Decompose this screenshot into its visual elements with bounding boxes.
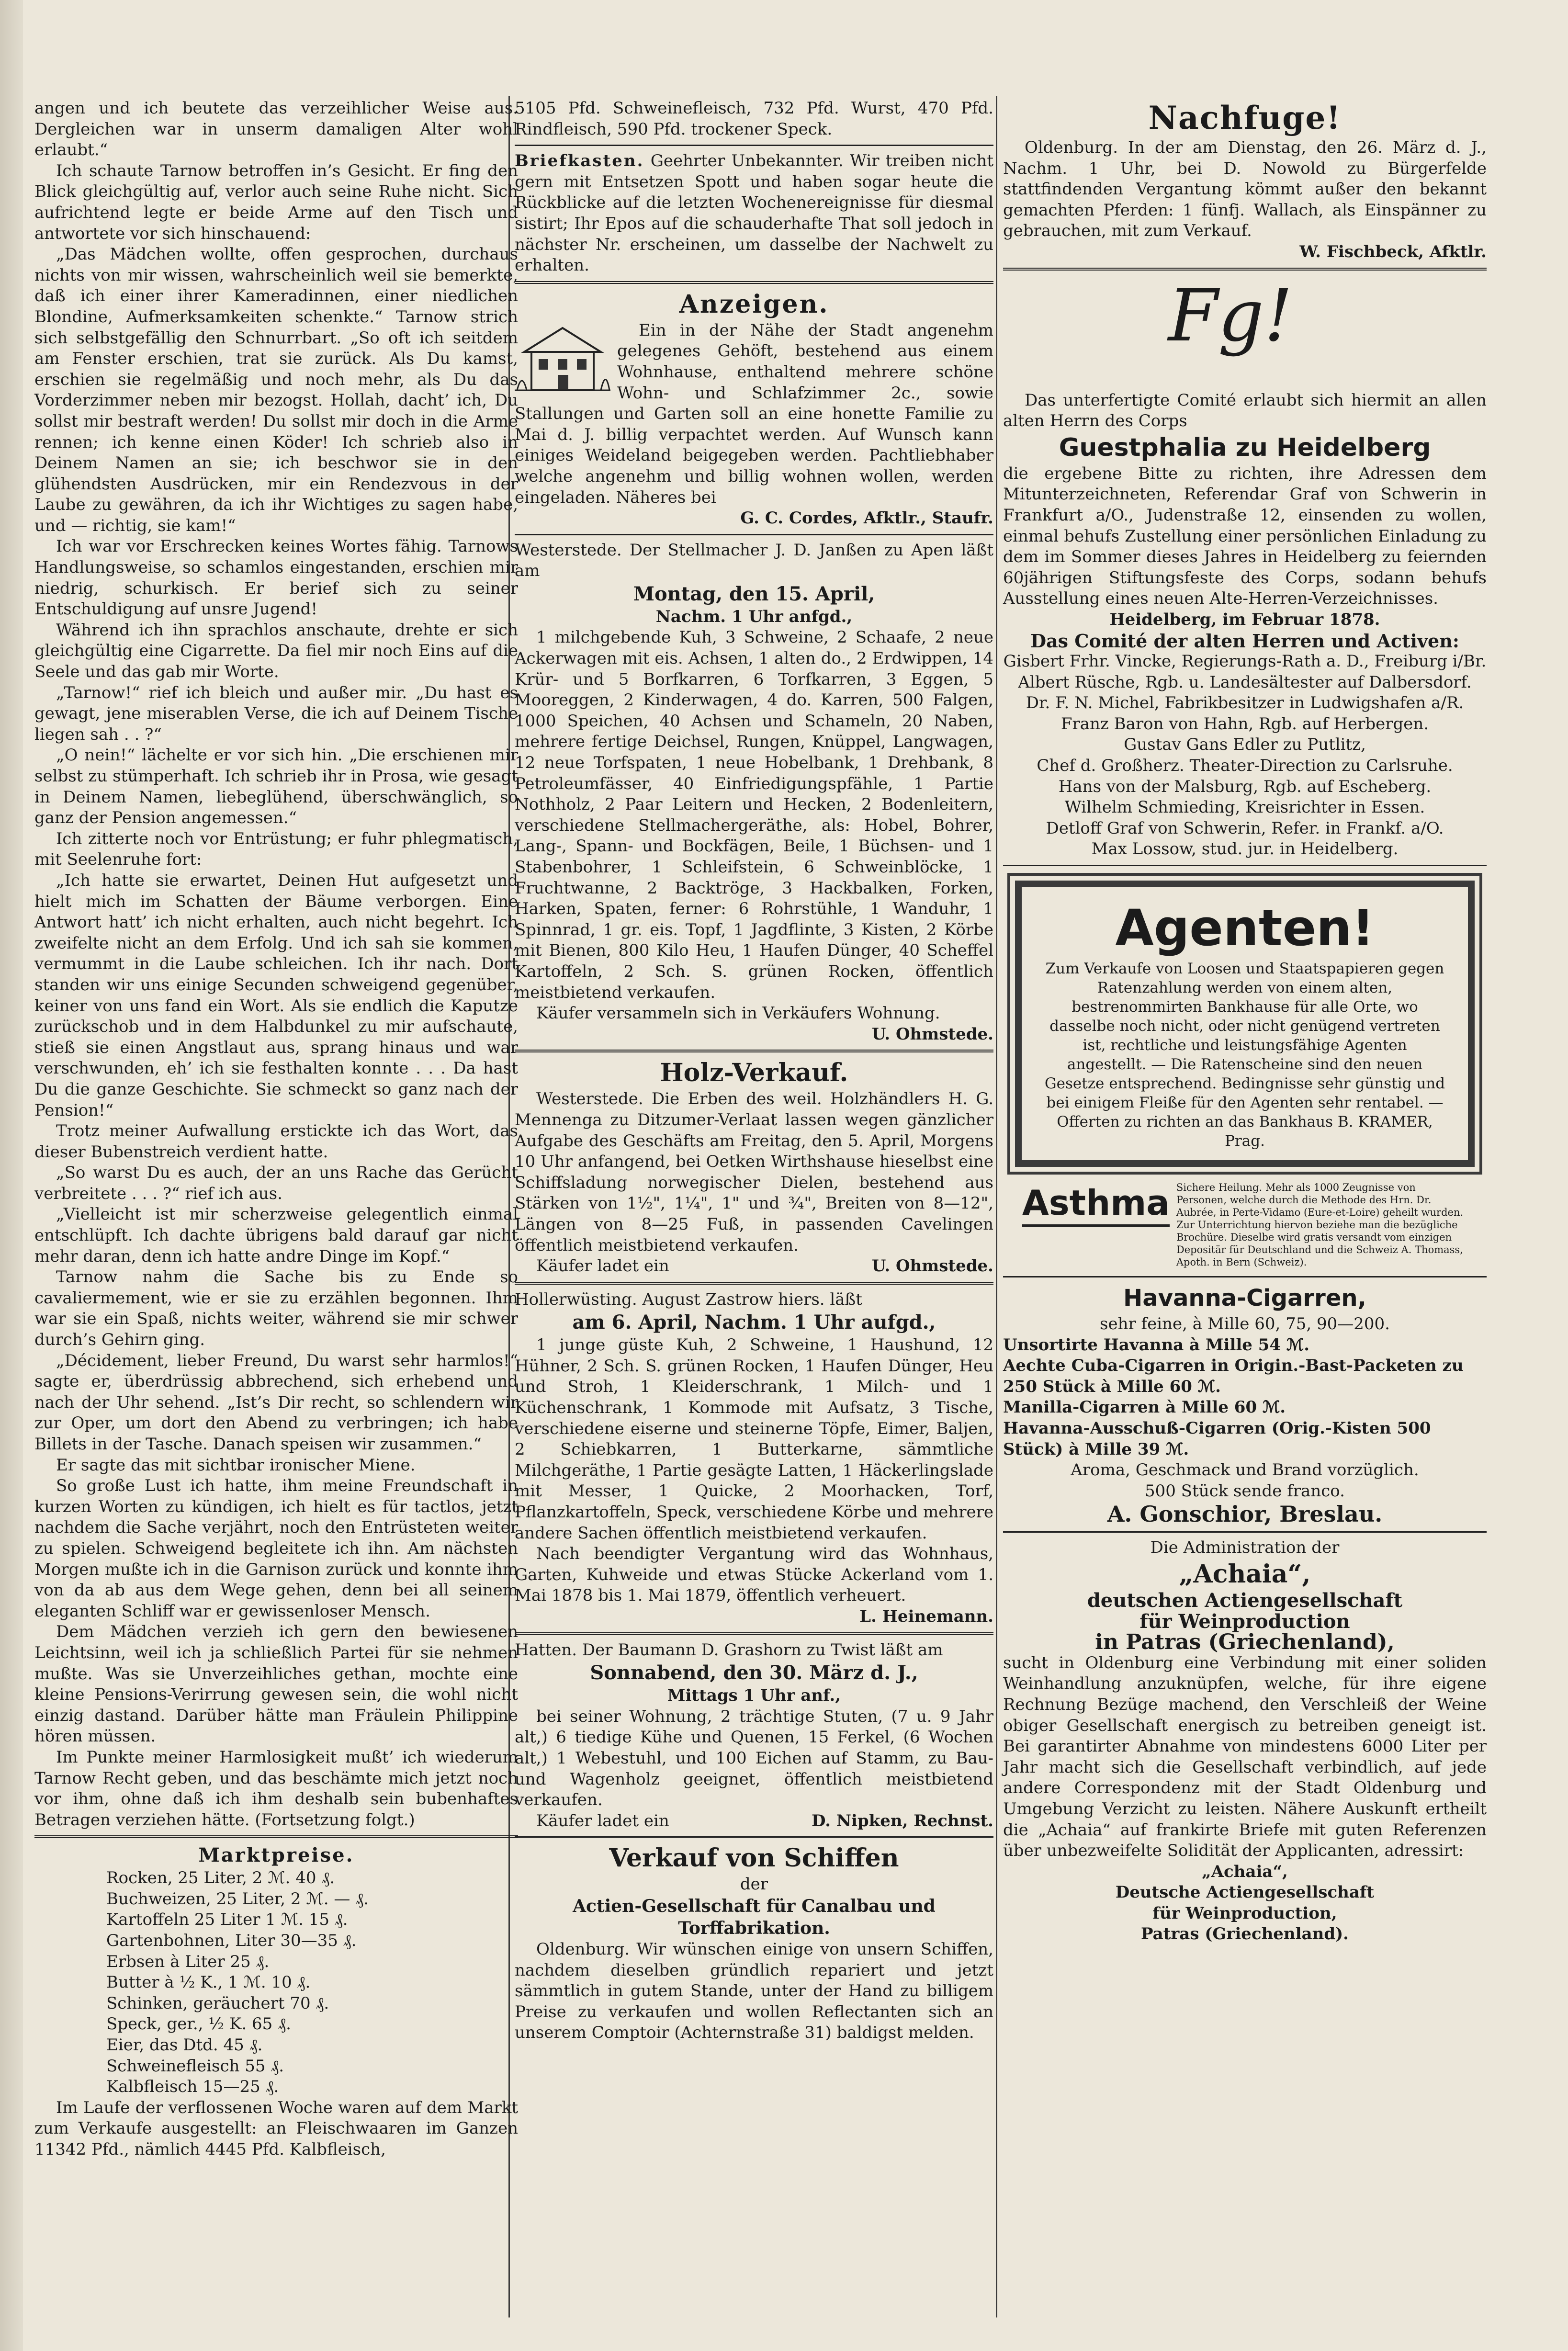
market-item: Butter à ½ K., 1 ℳ. 10 ₰. <box>106 1973 311 1992</box>
ad-signature: D. Nipken, Rechnst. <box>811 1811 993 1831</box>
comite-date: Heidelberg, im Februar 1878. <box>1109 610 1380 629</box>
ad-westerstede-close: Käufer versammeln sich in Verkäufers Wohnung. <box>536 1004 940 1023</box>
market-item: Kalbfleisch 15—25 ₰. <box>106 2077 279 2097</box>
schiffe-title: Verkauf von Schiffen <box>609 1843 899 1873</box>
story-paragraph: „O nein!“ lächelte er vor sich hin. „Die erschienen mir selbst zu stümperhaft. Ich schrieb ihr in Prosa, wie gesagt in Deinem Namen, liebeglühend, überschwänglich, so ganz der Pension angemessen.“ <box>34 746 518 828</box>
achaia-address: „Achaia“, <box>1202 1862 1288 1881</box>
story-paragraph: Ich war vor Erschrecken keines Wortes fähig. Tarnows Handlungsweise, so schamlos eingestanden, erschien mir niedrig, schurkisch. Er berief sich zu seiner Entschuldigung auf unsre Jugend! <box>34 537 518 619</box>
column-rule <box>996 96 997 2317</box>
story-paragraph: „Décidement, lieber Freund, Du warst sehr harmlos!“ sagte er, überdrüssig abbrechend, sich erhebend und nach der Uhr sehend. „Ist’s Dir recht, so schlendern wir zur Oper, um dort den Abend zu verbringen; ich habe Billets in der Tasche. Danach speisen wir zusammen.“ <box>34 1351 518 1454</box>
market-continuation: 5105 Pfd. Schweinefleisch, 732 Pfd. Wurst, 470 Pfd. Rindfleisch, 590 Pfd. trockener Speck. <box>515 99 993 139</box>
market-item: Kartoffeln 25 Liter 1 ℳ. 15 ₰. <box>106 1910 348 1930</box>
market-item: Schinken, geräuchert 70 ₰. <box>106 1993 329 2013</box>
corps-emblem: Fg! <box>1168 274 1293 358</box>
ad-signature: L. Heinemann. <box>859 1607 993 1626</box>
story-paragraph: Trotz meiner Aufwallung erstickte ich das Wort, das dieser Bubenstreich verdient hatte. <box>34 1121 518 1162</box>
agenten-box <box>1015 881 1475 1167</box>
achaia-intro: Die Administration der <box>1150 1538 1340 1558</box>
market-item: Rocken, 25 Liter, 2 ℳ. 40 ₰. <box>106 1868 335 1888</box>
ad-hatten-time: Mittags 1 Uhr anf., <box>667 1686 841 1706</box>
comite-member: Albert Rüsche, Rgb. u. Landesältester auf Dalbersdorf. <box>1018 672 1472 692</box>
ad-gehoeft: Ein in der Nähe der Stadt angenehm gelegenes Gehöft, bestehend aus einem Wohnhause, enthaltend mehrere schöne Wohn- und Schlafzimmer 2c., sowie Stallungen und Garten soll an eine honette Familie zu Mai d. J. billig verpachtet werden. Auf Wunsch kann einiges Weideland beigegeben werden. Pachtliebhaber welche angenehm und billig wohnen wollen, werden eingeladen. Näheres bei <box>515 320 993 507</box>
havanna-line: Manilla-Cigarren à Mille 60 ℳ. <box>1003 1398 1286 1417</box>
comite-body: die ergebene Bitte zu richten, ihre Adressen dem Mitunterzeichneten, Referendar Graf von Schwerin in Frankfurt a/O., Judenstraße 12, einsenden zu wollen, einmal behufs Zustellung einer persönlichen Einladung zu dem im Sommer dieses Jahres in Heidelberg zu feiernden 60jährigen Stiftungsfeste des Corps, sodann behufs Ausstellung eines neuen Alte-Herren-Verzeichnisses. <box>1003 463 1487 609</box>
section-rule <box>34 1835 518 1838</box>
achaia-body: sucht in Oldenburg eine Verbindung mit einer soliden Weinhandlung anzuknüpfen, welche, für ihre eigene Rechnung Bezüge machend, den Verschleiß der Weine obiger Gesellschaft energisch zu betreiben geneigt ist. Bei garantirter Abnahme von mindestens 6000 Liter per Jahr macht sich die Gesellschaft verbindlich, auf jede andere Correspondenz mit der Stadt Oldenburg und Umgebung Verzicht zu leisten. Nähere Auskunft ertheilt die „Achaia“ auf frankirte Briefe mit guten Referenzen über unbezweifelte Solidität der Applicanten, adressirt: <box>1003 1653 1487 1861</box>
section-rule <box>1003 268 1487 271</box>
story-paragraph: Tarnow nahm die Sache bis zu Ende so cavaliermement, wie er sie zu erzählen begonnen. Ihm war sie ein Spaß, nichts weiter, während sie mir schwer durch’s Gehirn ging. <box>34 1267 518 1350</box>
ad-westerstede-body: 1 milchgebende Kuh, 3 Schweine, 2 Schaafe, 2 neue Ackerwagen mit eis. Achsen, 1 alten do., 2 Erdwippen, 14 Krür- und 5 Borfkarren, 6 Torfkarren, 3 Eggen, 5 Mooreggen, 2 Kinderwagen, 4 do. Karren, 500 Falgen, 1000 Speichen, 40 Achsen und Schameln, 20 Naben, mehrere fertige Deichsel, Rungen, Knüppel, Langwagen, 12 neue Torfspaten, 1 neue Hobelbank, 1 Drehbank, 8 Petroleumfässer, 40 Einfriedigungspfähle, 1 Partie Nothholz, 2 Paar Leitern und Hecken, 2 Bodenleitern, verschiedene Stellmachergeräthe, als: Hobel, Bohrer, Lang-, Spann- und Bockfägen, Beile, 1 Büchsen- und 1 Stabenbohrer, 1 Schleifstein, 6 Schweinblöcke, 1 Fruchtwanne, 2 Backtröge, 3 Hackbalken, Forken, Harken, Spaten, ferner: 6 Rohrstühle, 1 Wanduhr, 1 Spinnrad, 1 gr. eis. Topf, 1 Jagdflinte, 3 Kisten, 2 Körbe mit Bienen, 800 Kilo Heu, 1 Haufen Dünger, 40 Scheffel Kartoffeln, 2 Sch. S. grünen Rocken, öffentlich meistbietend verkaufen. <box>515 628 993 1002</box>
havanna-title: Havanna-Cigarren, <box>1123 1285 1366 1312</box>
ad-hollerw-intro: Hollerwüsting. August Zastrow hiers. läßt <box>515 1289 862 1309</box>
house-illustration <box>515 323 610 395</box>
market-title: Marktpreise. <box>198 1844 354 1867</box>
column-story <box>34 98 518 2160</box>
story-paragraph: Ich schaute Tarnow betroffen in’s Gesicht. Er fing den Blick gleichgültig auf, verlor auch seine Ruhe nicht. Sich aufrichtend legte er beide Arme auf den Tisch und antwortete vor sich hinschauend: <box>34 161 518 243</box>
agenten-body: Zum Verkaufe von Loosen und Staatspapieren gegen Ratenzahlung werden von einem alten, bestrenommirten Bankhause für alle Orte, wo dasselbe noch nicht, oder nicht genügend vertreten ist, rechtliche und leistungsfähige Agenten angestellt. — Die Ratenscheine sind den neuen Gesetze entsprechend. Bedingnisse sehr günstig und bei einigem Fleiße für den Agenten sehr rentabel. — Offerten zu richten an das Bankhaus B. KRAMER, Prag. <box>1044 960 1445 1150</box>
section-rule <box>1003 865 1487 866</box>
comite-members <box>1003 651 1487 860</box>
achaia-place: in Patras (Griechenland), <box>1095 1630 1395 1655</box>
ad-hollerw-body: 1 junge güste Kuh, 2 Schweine, 1 Haushund, 12 Hühner, 2 Sch. S. grünen Rocken, 1 Haufen Dünger, Heu und Stroh, 1 Kleiderschrank, 1 Milch- und 1 Küchenschrank, 1 Kommode mit Aufsatz, 3 Tische, verschiedene eiserne und steinerne Töpfe, Eimer, Baljen, 2 Schiebkarren, 1 Butterkarne, sämmtliche Milchgeräthe, 1 Partie gesägte Latten, 1 Häckerlingslade mit Messer, 1 Quicke, 2 Moorhacken, Torf, Pflanzkartoffeln, Speck, verschiedene Körbe und mehrere andere Sachen öffentlich meistbietend verkaufen. <box>515 1335 993 1543</box>
market-list <box>34 1868 518 2098</box>
market-item: Eier, das Dtd. 45 ₰. <box>106 2035 263 2055</box>
achaia-name: „Achaia“, <box>1179 1559 1311 1589</box>
anzeigen-title: Anzeigen. <box>679 289 829 319</box>
ad-hatten-intro: Hatten. Der Baumann D. Grashorn zu Twist läßt am <box>515 1640 943 1660</box>
achaia-address: für Weinproduction, <box>1152 1903 1337 1923</box>
section-rule <box>1003 1276 1487 1277</box>
section-rule <box>1003 1531 1487 1533</box>
comite-member: Gisbert Frhr. Vincke, Regierungs-Rath a. D., Freiburg i/Br. <box>1003 652 1487 671</box>
briefkasten-heading: Briefkasten. <box>515 151 644 171</box>
ad-hatten-close: Käufer ladet ein <box>536 1811 669 1831</box>
ad-westerstede-date: Montag, den 15. April, <box>633 582 875 605</box>
story-paragraph: angen und ich beutete das verzeihlicher Weise aus. Dergleichen war in unserm damaligen Alter wohl erlaubt.“ <box>34 99 518 160</box>
asthma-text: Sichere Heilung. Mehr als 1000 Zeugnisse von Personen, welche durch die Methode des Hrn. Dr. Aubrée, in Perte-Vidamo (Eure-et-Loire) geheilt wurden. Zur Unterrichtung hiervon beziehe man die bezügliche Brochüre. Dieselbe wird gratis versandt vom einzigen Depositär für Deutschland und die Schweiz A. Thomass, Apoth. in Bern (Schweiz). <box>1176 1182 1464 1268</box>
section-rule <box>515 1836 993 1838</box>
havanna-line: Havanna-Ausschuß-Cigarren (Orig.-Kisten 500 Stück) à Mille 39 ℳ. <box>1003 1419 1431 1459</box>
comite-intro: Das unterfertigte Comité erlaubt sich hiermit an allen alten Herrn des Corps <box>1003 390 1487 431</box>
havanna-line: Unsortirte Havanna à Mille 54 ℳ. <box>1003 1335 1310 1355</box>
briefkasten-text: Geehrter Unbekannter. Wir treiben nicht gern mit Entsetzen Spott und haben sogar heute die Rückblicke auf die letzten Wochenereignisse für diesmal sistirt; Ihr Epos auf die schauderhafte That soll jedoch in nächster Nr. erscheinen, um dasselbe der Nachwelt zu erhalten. <box>515 151 993 275</box>
section-rule <box>515 281 993 284</box>
ad-signature: G. C. Cordes, Afktlr., Staufr. <box>740 509 993 528</box>
ad-hollerw-note: Nach beendigter Vergantung wird das Wohnhaus, Garten, Kuhweide und etwas Stücke Ackerland vom 1. Mai 1878 bis 1. Mai 1879, öffentlich verheuert. <box>515 1544 993 1605</box>
story-paragraph: „So warst Du es auch, der an uns Rache das Gerücht verbreitete . . . ?“ rief ich aus. <box>34 1163 518 1203</box>
story-paragraph: „Das Mädchen wollte, offen gesprochen, durchaus nichts von mir wissen, wahrscheinlich weil sie bemerkte, daß ich einer ihrer Kameradinnen, einer niedlichen Blondine, Aufmerksamkeiten schenkte.“ Tarnow strich sich selbstgefällig den Schnurrbart. „So oft ich seitdem am Fenster erschien, trat sie zurück. Als Du kamst, erschien sie regelmäßig und noch mehr, als Du das Vorderzimmer neben mir bezogst. Hollah, dacht’ ich, Du sollst mir bestraft werden! Du sollst mir doch in die Arme rennen; ich kenne einen Köder! Ich schrieb also in Deinem Namen an sie; ich beschwor sie in den glühendsten Ausdrücken, mir ein Rendezvous in der Laube zu gewähren, da ich ihr Wichtiges zu sagen habe, und — richtig, sie kam!“ <box>34 245 518 535</box>
comite-member: Gustav Gans Edler zu Putlitz, <box>1124 735 1366 755</box>
asthma-title: Asthma <box>1022 1181 1170 1227</box>
story-paragraph: Im Punkte meiner Harmlosigkeit mußt’ ich wiederum Tarnow Recht geben, und das beschämte mich jetzt noch vor ihm, ohne daß ich ihm deshalb sein bubenhaftes Betragen verziehen hätte. (Fortsetzung folgt.) <box>34 1747 518 1830</box>
achaia-address: Deutsche Actiengesellschaft <box>1115 1883 1375 1902</box>
market-item: Schweinefleisch 55 ₰. <box>106 2056 284 2076</box>
section-rule <box>515 145 993 146</box>
schiffe-body: Oldenburg. Wir wünschen einige von unsern Schiffen, nachdem dieselben gründlich repariert und jetzt sämmtlich in gutem Stande, unter der Hand zu billigem Preise zu verkaufen und wollen Reflectanten sich an unserem Comptoir (Achternstraße 31) baldigst melden. <box>515 1939 993 2043</box>
story-paragraph: Während ich ihn sprachlos anschaute, drehte er sich gleichgültig eine Cigarrette. Da fiel mir noch Eins auf die Seele und das gab mir Worte. <box>34 620 518 682</box>
story-paragraph: Dem Mädchen verzieh ich gern den bewiesenen Leichtsinn, weil ich ja schließlich Partei für sie nehmen mußte. Was sie Unverzeihliches gethan, mochte eine kleine Pensions-Verirrung gewesen sein, die wohl nicht einzig dastand. Darüber hätte man Fräulein Philippine hören müssen. <box>34 1622 518 1746</box>
section-rule <box>515 1282 993 1285</box>
holz-body: Westerstede. Die Erben des weil. Holzhändlers H. G. Mennenga zu Ditzumer-Verlaat lassen wegen gänzlicher Aufgabe des Geschäfts am Freitag, den 5. April, Morgens 10 Uhr anfangend, bei Oetken Wirthshause hieselbst eine Schiffsladung norwegischer Dielen, bestehend aus Stärken von 1½", 1¼", 1" und ¾", Breiten von 8—12", Längen von 8—25 Fuß, in passenden Cavelingen öffentlich meistbietend verkaufen. <box>515 1089 993 1255</box>
story-paragraph: „Tarnow!“ rief ich bleich und außer mir. „Du hast es gewagt, jene miserablen Verse, die ich auf Deinem Tische liegen sah . . ?“ <box>34 683 518 744</box>
ad-hollerw-date: am 6. April, Nachm. 1 Uhr aufgd., <box>572 1311 936 1334</box>
story-paragraph: „Vielleicht ist mir scherzweise gelegentlich einmal entschlüpft. Ich dachte übrigens bald darauf gar nicht mehr daran, denn ich hatte andre Dinge im Kopf.“ <box>34 1205 518 1266</box>
comite-member: Hans von der Malsburg, Rgb. auf Escheberg. <box>1058 777 1432 796</box>
achaia-subtitle: deutschen Actiengesellschaft <box>1087 1589 1403 1612</box>
ad-hatten-body: bei seiner Wohnung, 2 trächtige Stuten, (7 u. 9 Jahr alt,) 6 tiedige Kühe und Quenen, 15 Ferkel, (6 Wochen alt,) 1 Webestuhl, und 100 Eichen auf Stamm, zu Bau- und Wagenholz geeignet, öffentlich meistbietend verkaufen. <box>515 1707 993 1810</box>
comite-member: Chef d. Großherz. Theater-Direction zu Carlsruhe. <box>1037 756 1453 776</box>
ad-westerstede-time: Nachm. 1 Uhr anfgd., <box>655 607 853 626</box>
comite-member: Detloff Graf von Schwerin, Refer. in Frankf. a/O. <box>1046 818 1444 838</box>
story-paragraph: „Ich hatte sie erwartet, Deinen Hut aufgesetzt und hielt mich im Schatten der Bäume verborgen. Eine Antwort hatt’ ich nicht erhalten, auch nicht begehrt. Ich zweifelte nicht an dem Erfolg. Und ich sah sie kommen, vermummt in die Laube schleichen. Ich ihr nach. Dort standen wir uns einige Secunden schweigend gegenüber, keiner von uns fand ein Wort. Als sie endlich die Kaputze zurückschob und in dem Halbdunkel zu mir aufschaute, stieß sie einen Angstlaut aus, sprang hinaus und war verschwunden, eh’ ich sie festhalten konnte . . . Da hast Du die ganze Geschichte. Sie schmeckt so ganz nach der Pension!“ <box>34 870 518 1120</box>
havanna-line: Aroma, Geschmack und Brand vorzüglich. <box>1071 1460 1419 1480</box>
ad-hatten-date: Sonnabend, den 30. März d. J., <box>590 1662 918 1684</box>
comite-heading: Das Comité der alten Herren und Activen: <box>1030 630 1459 652</box>
ad-signature: U. Ohmstede. <box>871 1024 993 1044</box>
ad-signature: W. Fischbeck, Afktlr. <box>1299 242 1487 261</box>
holz-close: Käufer ladet ein <box>536 1256 669 1276</box>
story-paragraph: Er sagte das mit sichtbar ironischer Miene. <box>56 1455 416 1475</box>
asthma-ad <box>1022 1181 1467 1268</box>
section-rule <box>515 1632 993 1635</box>
holz-title: Holz-Verkauf. <box>660 1058 848 1088</box>
comite-member: Wilhelm Schmieding, Kreisrichter in Essen. <box>1064 798 1425 817</box>
story-paragraph: So große Lust ich hatte, ihm meine Freundschaft in kurzen Worten zu kündigen, ich hielt es für tactlos, jetzt nachdem die Sache verjährt, noch den Entrüsteten weiter zu spielen. Schweigend begleitete ich ihn. Am nächsten Morgen mußte ich in die Garnison zurück und konnte ihm von da ab aus dem Wege gehen, denn bei all seinem eleganten Schliff war er gewissenloser Mensch. <box>34 1476 518 1621</box>
havanna-line: Aechte Cuba-Cigarren in Origin.-Bast-Packeten zu 250 Stück à Mille 60 ℳ. <box>1003 1356 1464 1396</box>
havanna-line: 500 Stück sende franco. <box>1145 1481 1345 1501</box>
comite-corps: Guestphalia zu Heidelberg <box>1059 433 1431 462</box>
achaia-fuer: für Weinproduction <box>1139 1610 1350 1633</box>
comite-member: Max Lossow, stud. jur. in Heidelberg. <box>1091 839 1399 859</box>
section-rule <box>515 534 993 535</box>
market-item: Buchweizen, 25 Liter, 2 ℳ. — ₰. <box>106 1889 369 1909</box>
comite-member: Franz Baron von Hahn, Rgb. auf Herbergen. <box>1060 714 1429 734</box>
binding-fold <box>0 0 23 2351</box>
nachfuge-body: Oldenburg. In der am Dienstag, den 26. März d. J., Nachm. 1 Uhr, bei D. Nowold zu Bürgerfelde stattfindenden Vergantung kömmt außer den bekannt gemachten Pferden: 1 fünfj. Wallach, als Einspänner zu gebrauchen, mit zum Verkauf. <box>1003 138 1487 241</box>
achaia-address: Patras (Griechenland). <box>1140 1924 1349 1944</box>
schiffe-company: Actien-Gesellschaft für Canalbau und Torffabrikation. <box>573 1896 936 1938</box>
story-paragraph: Ich zitterte noch vor Entrüstung; er fuhr phlegmatisch, mit Seelenruhe fort: <box>34 829 518 870</box>
market-item: Erbsen à Liter 25 ₰. <box>106 1952 270 1971</box>
havanna-signature: A. Gonschior, Breslau. <box>1107 1501 1383 1527</box>
market-item: Gartenbohnen, Liter 30—35 ₰. <box>106 1931 357 1951</box>
market-note: Im Laufe der verflossenen Woche waren auf dem Markt zum Verkaufe ausgestellt: an Fleischwaaren im Ganzen 11342 Pfd., nämlich 4445 Pfd. Kalbfleisch, <box>34 2098 518 2159</box>
agenten-title: Agenten! <box>1115 899 1375 958</box>
ad-signature: U. Ohmstede. <box>871 1256 993 1276</box>
ad-westerstede-intro: Westerstede. Der Stellmacher J. D. Janßen zu Apen läßt am <box>515 540 993 581</box>
comite-member: Dr. F. N. Michel, Fabrikbesitzer in Ludwigshafen a/R. <box>1026 693 1464 713</box>
column-right-ads <box>1003 98 1487 1945</box>
havanna-line: sehr feine, à Mille 60, 75, 90—200. <box>1100 1314 1390 1334</box>
column-ads <box>515 98 993 2044</box>
section-rule <box>515 1050 993 1052</box>
nachfuge-title: Nachfuge! <box>1148 99 1342 136</box>
schiffe-der: der <box>740 1875 768 1894</box>
market-item: Speck, ger., ½ K. 65 ₰. <box>106 2014 291 2034</box>
